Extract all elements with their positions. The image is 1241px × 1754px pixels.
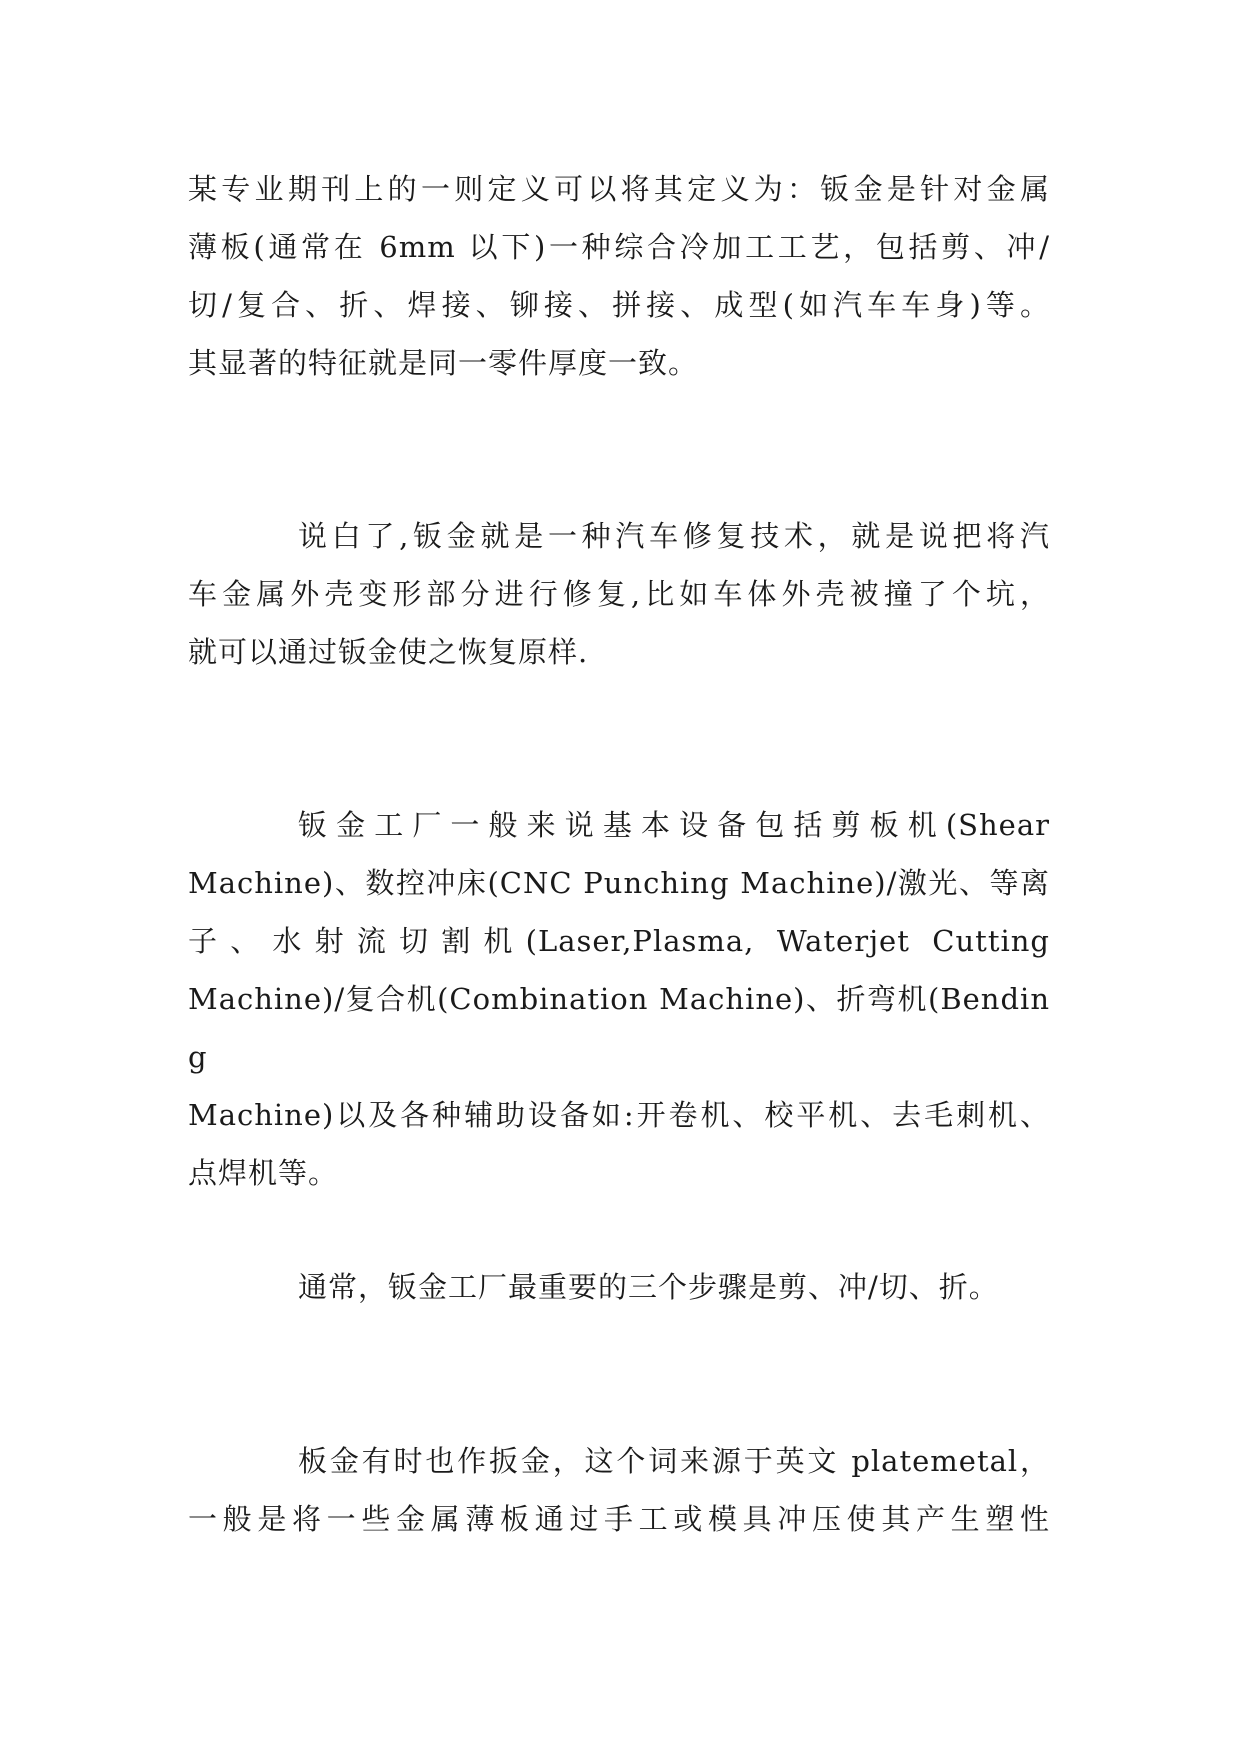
text-line: 子、水射流切割机(Laser,Plasma, Waterjet Cutting: [188, 924, 1050, 958]
text-line: Machine)以及各种辅助设备如:开卷机、校平机、去毛刺机、: [188, 1098, 1050, 1132]
paragraph-factory-equipment: [188, 796, 1050, 1202]
text-line: 薄板(通常在 6mm 以下)一种综合冷加工工艺，包括剪、冲/: [188, 230, 1050, 264]
text-line: 切/复合、折、焊接、铆接、拼接、成型(如汽车车身)等。: [188, 288, 1050, 322]
text-line: 点焊机等。: [188, 1156, 339, 1190]
text-line: Machine)/复合机(Combination Machine)、折弯机(Bending: [188, 982, 1050, 1074]
paragraph-plate-metal-origin: [188, 1432, 1050, 1548]
text-line: 车金属外壳变形部分进行修复,比如车体外壳被撞了个坑，: [188, 577, 1050, 611]
text-line: 其显著的特征就是同一零件厚度一致。: [188, 346, 699, 380]
text-line: 某专业期刊上的一则定义可以将其定义为：钣金是针对金属: [188, 172, 1050, 206]
text-line: 板金有时也作扳金，这个词来源于英文 platemetal，: [298, 1444, 1050, 1478]
text-line: 一般是将一些金属薄板通过手工或模具冲压使其产生塑性: [188, 1502, 1050, 1536]
text-line: Machine)、数控冲床(CNC Punching Machine)/激光、等离: [188, 866, 1050, 900]
text-line: 通常，钣金工厂最重要的三个步骤是剪、冲/切、折。: [298, 1270, 999, 1304]
text-line: 说白了,钣金就是一种汽车修复技术，就是说把将汽: [298, 519, 1050, 553]
paragraph-three-steps: [188, 1258, 1050, 1316]
paragraph-auto-repair: [188, 507, 1050, 681]
paragraph-sheet-metal-definition: [188, 160, 1050, 392]
text-line: 就可以通过钣金使之恢复原样.: [188, 635, 589, 669]
text-line: 钣金工厂一般来说基本设备包括剪板机(Shear: [298, 808, 1050, 842]
